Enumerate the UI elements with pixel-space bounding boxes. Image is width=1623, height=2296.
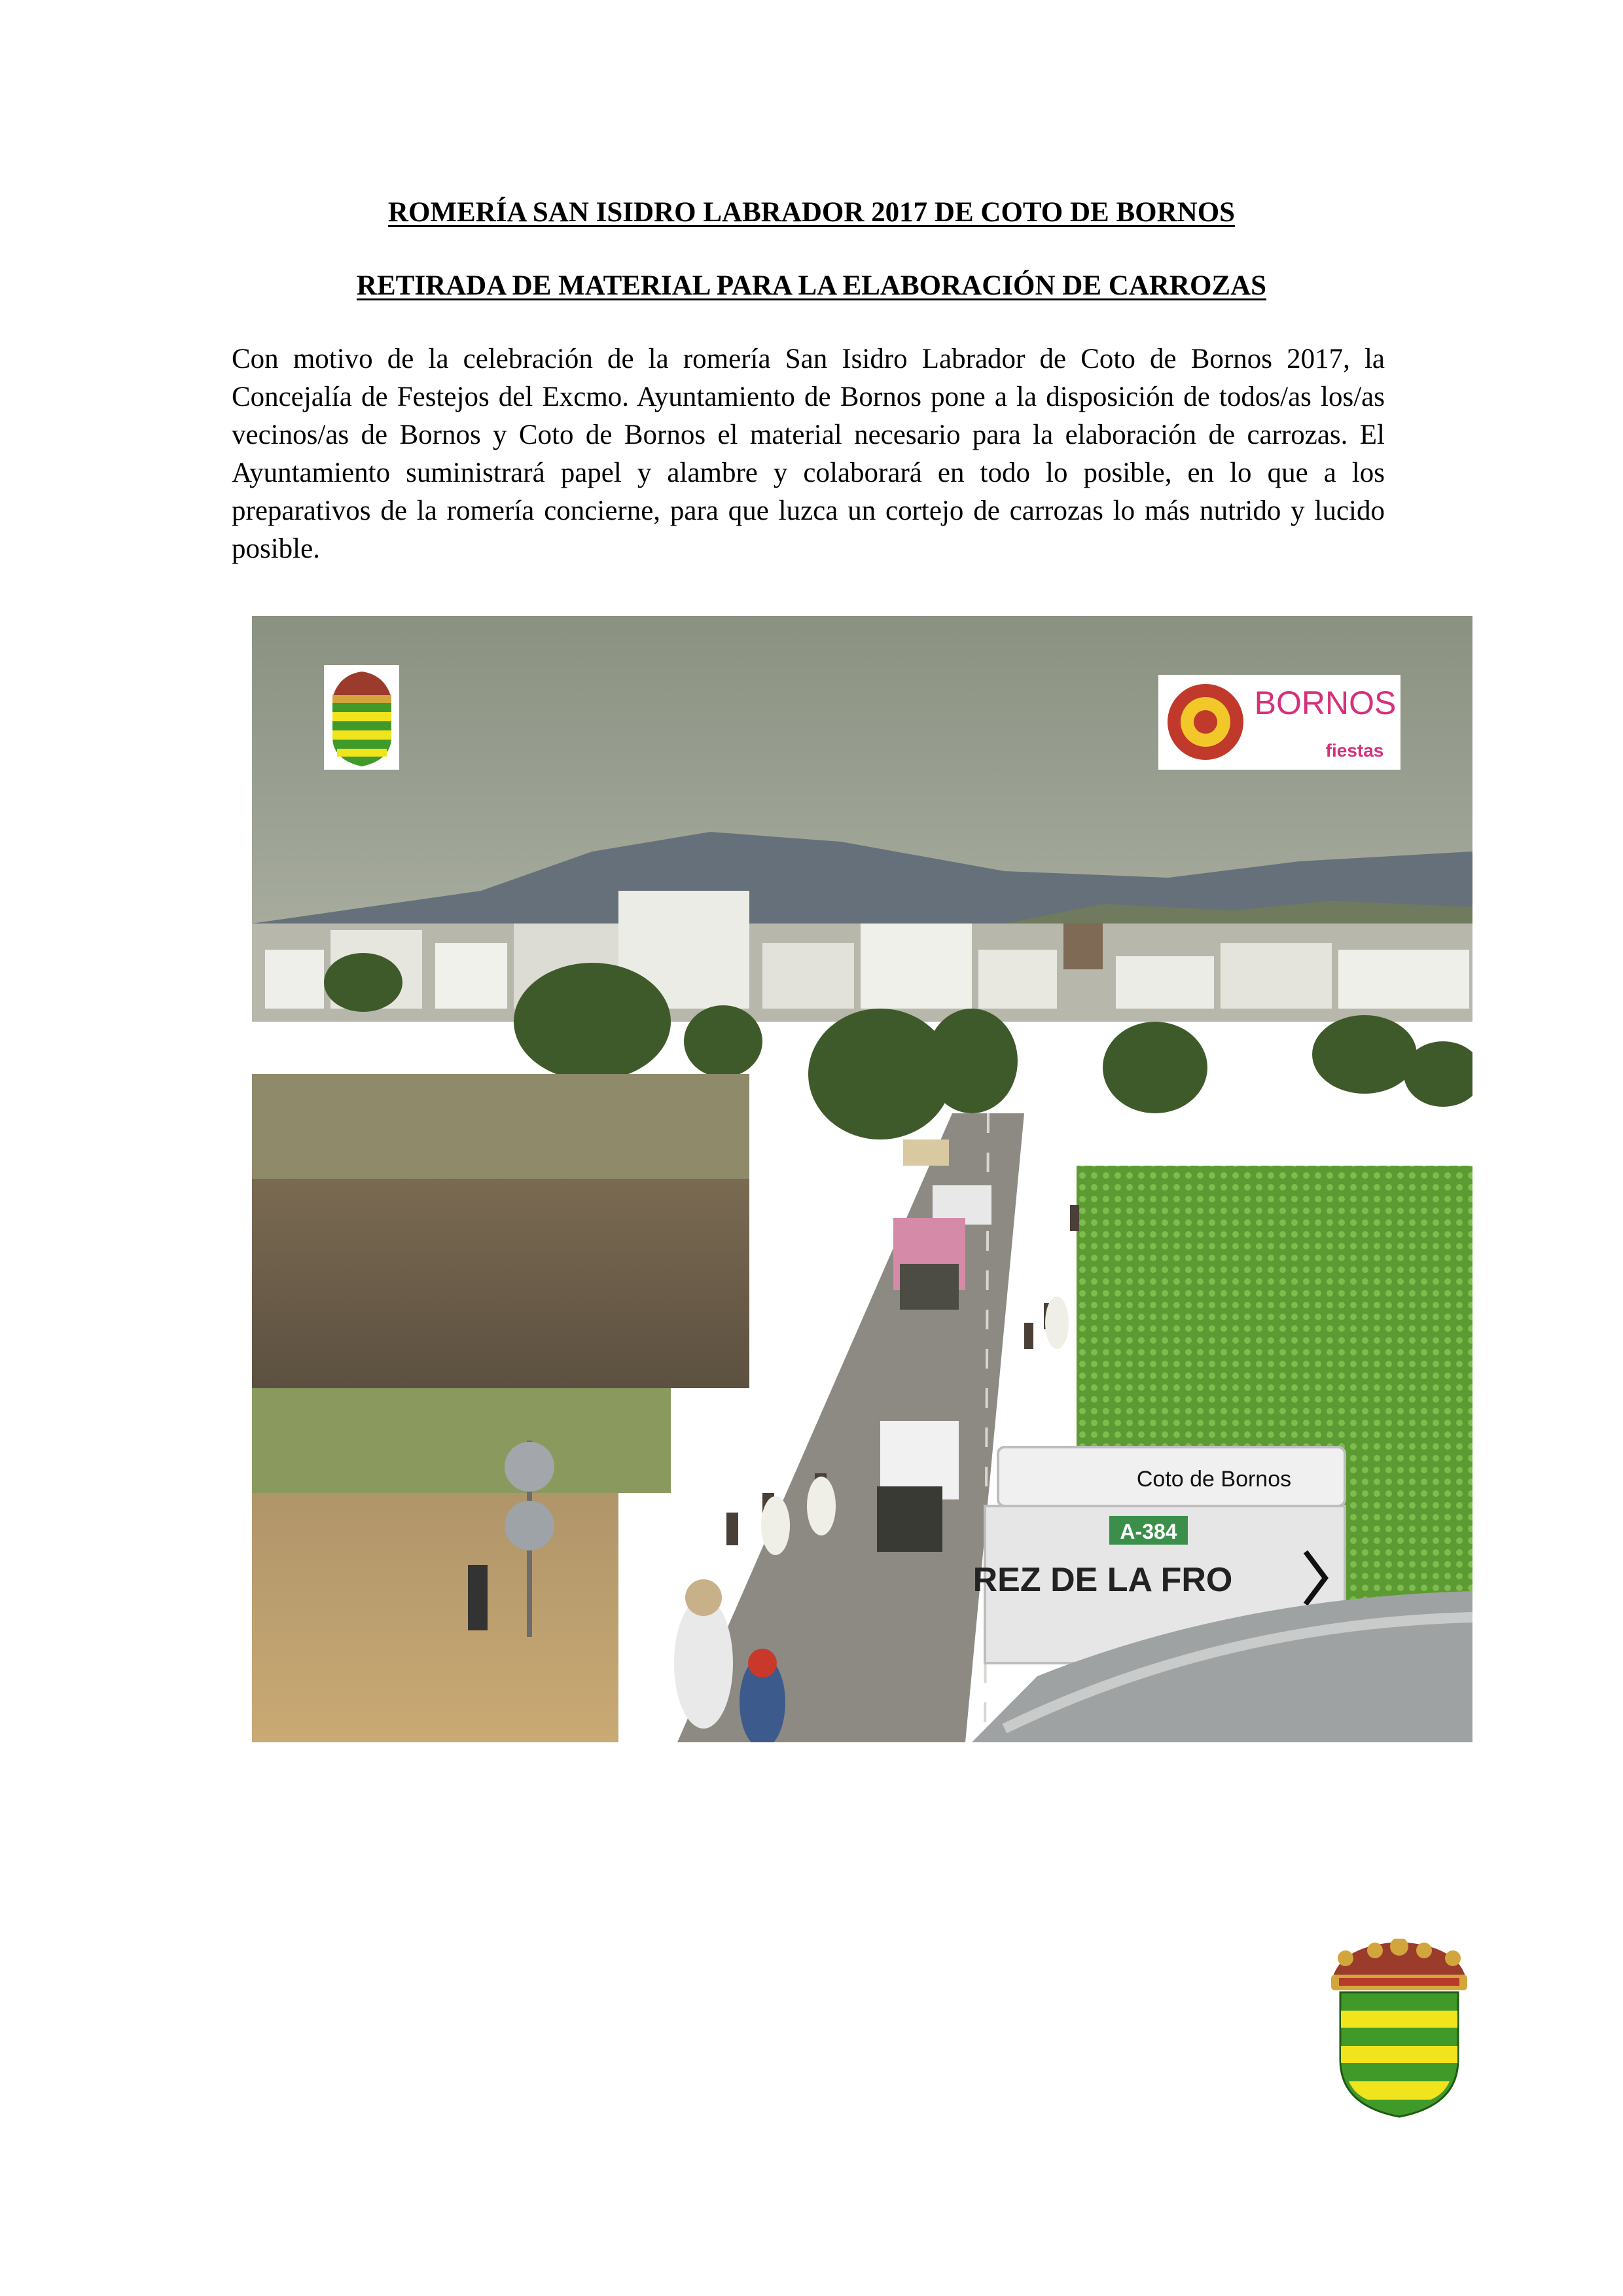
shield-icon — [1340, 1992, 1458, 2117]
sign-partial-text: REZ DE LA FRO — [972, 1561, 1233, 1599]
page-title: ROMERÍA SAN ISIDRO LABRADOR 2017 DE COTO DE BORNOS — [387, 197, 1236, 228]
plowed-field — [252, 1179, 749, 1388]
body-paragraph: Con motivo de la celebración de la romería San Isidro Labrador de Coto de Bornos 2017, la Concejalía de Festejos del Excmo. Ayuntamiento de Bornos pone a la disposición de todos/as los/as vecinos/as de Bornos y Coto de Bornos el material necesario para la elaboración de carrozas. El Ayuntamiento suministrará papel y alambre y colaborará en todo lo posible, en lo que a los preparativos de la romería concierne, para que luzca un cortejo de carrozas lo más nutrido y lucido posible. — [232, 344, 1385, 564]
bornos-fiestas-logo — [1158, 675, 1400, 770]
crest-icon — [324, 665, 399, 770]
romeria-photo — [252, 616, 1472, 1742]
logo-sub-text: fiestas — [1325, 740, 1384, 761]
sign-road-number: A-384 — [1120, 1520, 1177, 1543]
logo-brand-text: BORNOS — [1254, 685, 1397, 721]
wheat-field — [252, 1493, 618, 1742]
page-subtitle: RETIRADA DE MATERIAL PARA LA ELABORACIÓN DE CARROZAS — [356, 270, 1267, 301]
sign-destination-text: Coto de Bornos — [1136, 1467, 1292, 1492]
crest-logo-bottom — [1326, 1939, 1472, 2119]
crown-icon — [1331, 1939, 1467, 1990]
